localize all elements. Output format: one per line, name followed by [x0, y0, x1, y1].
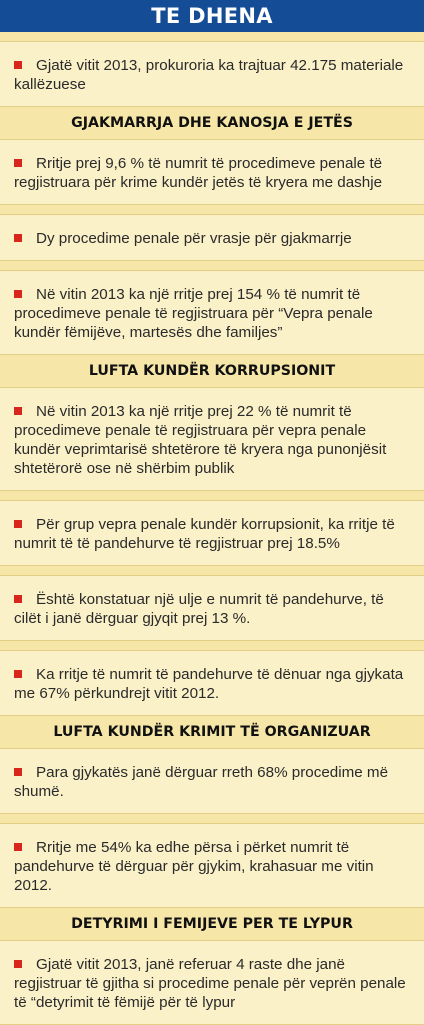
list-item: [0, 500, 424, 566]
red-square-bullet-icon: [14, 843, 22, 851]
spacer: [0, 491, 424, 500]
red-square-bullet-icon: [14, 520, 22, 528]
page-title: TE DHENA: [0, 0, 424, 32]
item-text: Për grup vepra penale kundër korrupsionit, ka rritje të numrit të të pandehurve të regjistruar prej 18.5%: [14, 516, 395, 552]
item-text: Rritje prej 9,6 % të numrit të procedimeve penale të regjistruara për krime kundër jetës të kryera me dashje: [14, 155, 383, 191]
list-item: [0, 387, 424, 491]
spacer: [0, 566, 424, 575]
red-square-bullet-icon: [14, 960, 22, 968]
section-title-krimi-organizuar: LUFTA KUNDËR KRIMIT TË ORGANIZUAR: [53, 724, 371, 740]
item-text: Rritje me 54% ka edhe përsa i përket numrit të pandehurve të dërguar për gjykim, krahasuar me vitin 2012.: [14, 839, 374, 894]
item-text: Gjatë vitit 2013, janë referuar 4 raste dhe janë regjistruar të gjitha si procedime penale për veprën penale të “detyrimit të fëmijë për të lypur: [14, 956, 406, 1011]
red-square-bullet-icon: [14, 61, 22, 69]
red-square-bullet-icon: [14, 595, 22, 603]
red-square-bullet-icon: [14, 768, 22, 776]
section-title-gjakmarrja: GJAKMARRJA DHE KANOSJA E JETËS: [71, 115, 353, 131]
section-title-detyrimi-femijeve: DETYRIMI I FEMIJEVE PER TE LYPUR: [71, 916, 353, 932]
red-square-bullet-icon: [14, 159, 22, 167]
list-item: [0, 139, 424, 205]
item-text: Në vitin 2013 ka një rritje prej 154 % të numrit të procedimeve penale të regjistruara për “Vepra penale kundër fëmijëve, martesës dhe familjes”: [14, 286, 373, 341]
spacer: [0, 814, 424, 823]
spacer: [0, 261, 424, 270]
list-item: [0, 41, 424, 107]
red-square-bullet-icon: [14, 290, 22, 298]
item-text: Ka rritje të numrit të pandehurve të dënuar nga gjykata me 67% përkundrejt vitit 2012.: [14, 666, 404, 702]
item-text: Në vitin 2013 ka një rritje prej 22 % të numrit të procedimeve penale të regjistruara për vepra penale kundër veprimtarisë shtetërore të kryera nga punonjësit shtetërorë ose në shërbim publik: [14, 403, 387, 477]
spacer: [0, 205, 424, 214]
list-item: [0, 940, 424, 1025]
item-text: Gjatë vitit 2013, prokuroria ka trajtuar 42.175 materiale kallëzuese: [14, 57, 404, 93]
item-text: Dy procedime penale për vrasje për gjakmarrje: [36, 230, 352, 247]
section-title-korrupsioni: LUFTA KUNDËR KORRUPSIONIT: [88, 363, 336, 379]
item-text: Para gjykatës janë dërguar rreth 68% procedime më shumë.: [14, 764, 389, 800]
list-item: [0, 823, 424, 908]
red-square-bullet-icon: [14, 407, 22, 415]
red-square-bullet-icon: [14, 670, 22, 678]
red-square-bullet-icon: [14, 234, 22, 242]
item-text: Është konstatuar një ulje e numrit të pandehurve, të cilët i janë dërguar gjyqit prej 13 %.: [14, 591, 384, 627]
list-item: [0, 214, 424, 261]
spacer: [0, 32, 424, 41]
list-item: [0, 748, 424, 814]
list-item: [0, 650, 424, 716]
list-item: [0, 270, 424, 355]
spacer: [0, 641, 424, 650]
list-item: [0, 575, 424, 641]
